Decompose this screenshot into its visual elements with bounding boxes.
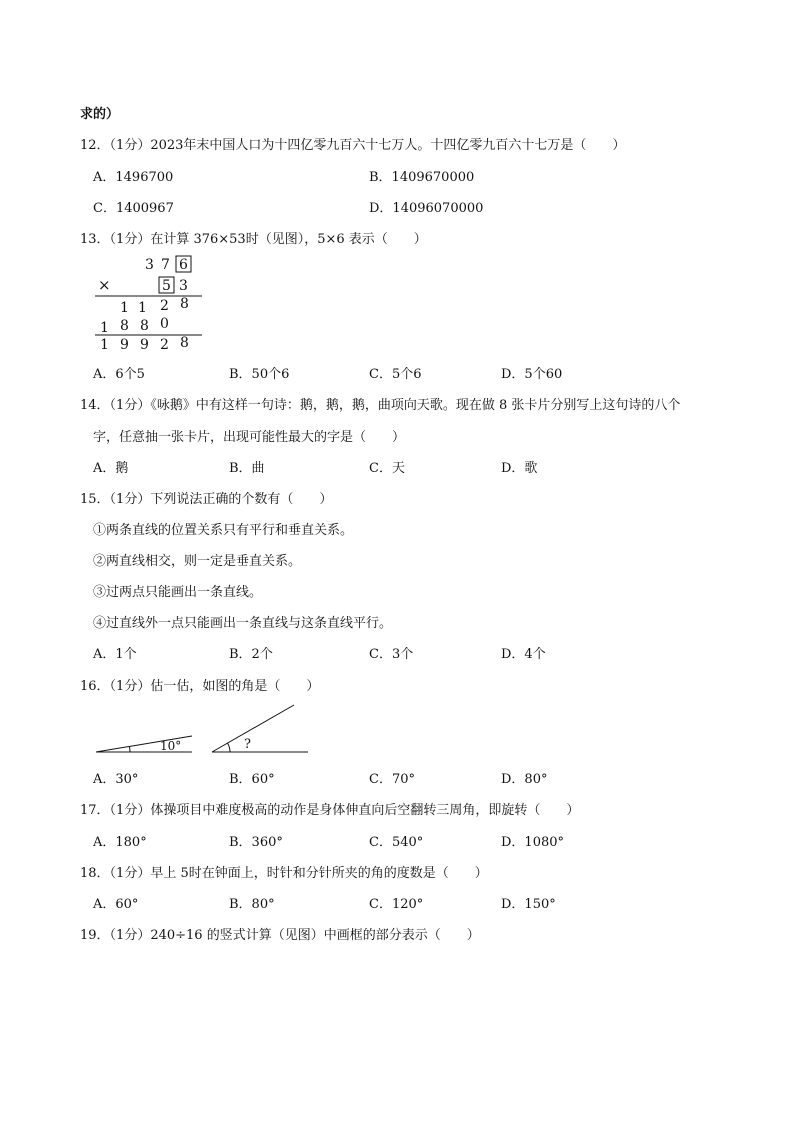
fig-row1-boxed-digit: 6 bbox=[179, 257, 188, 273]
question-17-stem: 17．（1分）体操项目中难度极高的动作是身体伸直向后空翻转三周角，即旋转（ ） bbox=[80, 803, 580, 818]
question-12-stem: 12．（1分）2023年末中国人口为十四亿零九百六十七万人。十四亿零九百六十七万是（ ） bbox=[80, 138, 626, 153]
q13-option-b[interactable]: B．50个6 bbox=[229, 367, 290, 382]
q17-option-a[interactable]: A．180° bbox=[93, 835, 147, 850]
q15-option-c[interactable]: C．3个 bbox=[369, 647, 414, 662]
q12-option-a[interactable]: A．1496700 bbox=[93, 170, 174, 185]
fig-row3-digit: 2 bbox=[160, 298, 169, 314]
angle-estimation-figure bbox=[94, 700, 310, 756]
question-14-stem-line2: 字，任意抽一张卡片，出现可能性最大的字是（ ） bbox=[93, 430, 406, 445]
fig-row1-digit: 3 bbox=[145, 257, 154, 273]
continued-text: 求的） bbox=[80, 107, 120, 122]
question-19-stem: 19．（1分）240÷16 的竖式计算（见图）中画框的部分表示（ ） bbox=[80, 928, 480, 943]
q16-option-d[interactable]: D．80° bbox=[501, 772, 548, 787]
q17-option-d[interactable]: D．1080° bbox=[501, 835, 565, 850]
fig-row1-digit: 7 bbox=[161, 257, 170, 273]
fig-row4-digit: 0 bbox=[160, 316, 169, 332]
question-14-stem-line1: 14．（1分）《咏鹅》中有这样一句诗：鹅，鹅，鹅，曲项向天歌。现在做 8 张卡片分别写上这句诗的八个 bbox=[80, 398, 681, 413]
q14-option-d[interactable]: D．歌 bbox=[501, 461, 538, 476]
q15-statement-3: ③过两点只能画出一条直线。 bbox=[93, 585, 263, 600]
q17-option-c[interactable]: C．540° bbox=[369, 835, 424, 850]
q16-option-c[interactable]: C．70° bbox=[369, 772, 415, 787]
q15-statement-2: ②两直线相交，则一定是垂直关系。 bbox=[93, 554, 302, 569]
fig-row5-digit: 1 bbox=[100, 337, 109, 353]
q12-option-c[interactable]: C．1400967 bbox=[93, 201, 174, 216]
q14-option-c[interactable]: C．天 bbox=[369, 461, 405, 476]
fig-row4-digit: 1 bbox=[100, 320, 109, 336]
fig-row4-digit: 8 bbox=[140, 318, 149, 334]
q15-statement-4: ④过直线外一点只能画出一条直线与这条直线平行。 bbox=[93, 616, 393, 631]
fig-row2-boxed-digit: 5 bbox=[162, 278, 171, 294]
q13-option-c[interactable]: C．5个6 bbox=[369, 367, 422, 382]
fig-row3-digit: 1 bbox=[120, 300, 129, 316]
unknown-angle-label: ? bbox=[244, 737, 251, 752]
q13-option-a[interactable]: A．6个5 bbox=[93, 367, 145, 382]
ref-angle-label: 10° bbox=[160, 739, 182, 753]
multiply-sign: × bbox=[98, 276, 111, 294]
fig-row5-digit: 9 bbox=[120, 337, 129, 353]
q15-option-a[interactable]: A．1个 bbox=[93, 647, 137, 662]
q12-option-d[interactable]: D．14096070000 bbox=[369, 201, 484, 216]
question-15-stem: 15．（1分）下列说法正确的个数有（ ） bbox=[80, 492, 333, 507]
q14-option-b[interactable]: B．曲 bbox=[229, 461, 265, 476]
unknown-angle-arc bbox=[228, 743, 231, 752]
unknown-angle-ray bbox=[212, 705, 294, 752]
question-16-stem: 16．（1分）估一估，如图的角是（ ） bbox=[80, 679, 320, 694]
q15-option-d[interactable]: D．4个 bbox=[501, 647, 546, 662]
q14-option-a[interactable]: A．鹅 bbox=[93, 461, 129, 476]
question-13-stem: 13．（1分）在计算 376×53时（见图），5×6 表示（ ） bbox=[80, 232, 427, 247]
q18-option-d[interactable]: D．150° bbox=[501, 897, 556, 912]
fig-row3-digit: 8 bbox=[180, 296, 189, 312]
q18-option-a[interactable]: A．60° bbox=[93, 897, 139, 912]
vertical-multiplication-figure bbox=[90, 252, 210, 354]
fig-row2-digit: 3 bbox=[179, 278, 188, 294]
q17-option-b[interactable]: B．360° bbox=[229, 835, 283, 850]
question-18-stem: 18．（1分）早上 5时在钟面上，时针和分针所夹的角的度数是（ ） bbox=[80, 866, 488, 881]
fig-row5-digit: 9 bbox=[140, 337, 149, 353]
fig-row5-digit: 2 bbox=[160, 337, 169, 353]
q12-option-b[interactable]: B．1409670000 bbox=[369, 170, 475, 185]
q16-option-b[interactable]: B．60° bbox=[229, 772, 275, 787]
q15-statement-1: ①两条直线的位置关系只有平行和垂直关系。 bbox=[93, 523, 354, 538]
fig-row3-digit: 1 bbox=[138, 300, 147, 316]
q16-option-a[interactable]: A．30° bbox=[93, 772, 139, 787]
q13-option-d[interactable]: D．5个60 bbox=[501, 367, 563, 382]
q18-option-c[interactable]: C．120° bbox=[369, 897, 424, 912]
fig-row4-digit: 8 bbox=[120, 318, 129, 334]
q15-option-b[interactable]: B．2个 bbox=[229, 647, 273, 662]
fig-row5-digit: 8 bbox=[180, 335, 189, 351]
q18-option-b[interactable]: B．80° bbox=[229, 897, 275, 912]
ref-angle-arc bbox=[130, 747, 131, 752]
